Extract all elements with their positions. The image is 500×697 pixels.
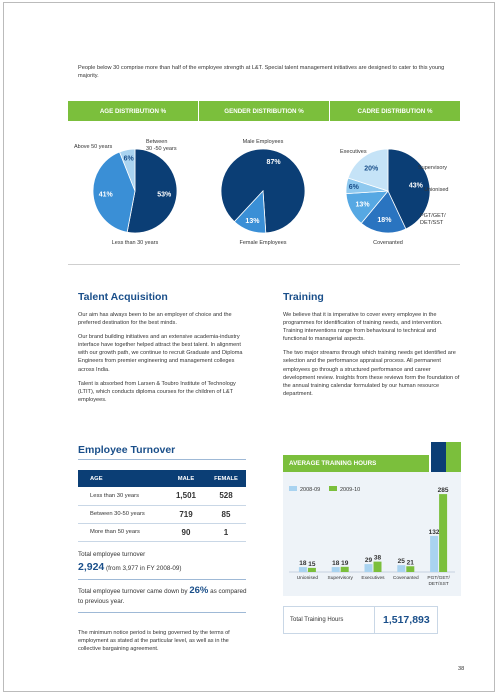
male-cell: 719 [166,505,206,523]
pie-category-label: Above 50 years [74,144,113,150]
bar-value-label: 29 [364,557,373,565]
table-row [78,523,246,541]
pie-category-label: Between [146,139,168,145]
age-distribution-title: AGE DISTRIBUTION % [68,101,198,121]
pie-category-label: Female Employees [239,240,287,246]
col-male: MALE [166,470,206,487]
total-training-hours-label: Total Training Hours [290,617,344,623]
legend-label-2008: 2008-09 [300,487,321,493]
pie-category-label: Male Employees [242,139,284,145]
distribution-header-band [68,101,460,121]
pie-value-label: 13% [355,201,370,209]
bar [365,564,373,572]
total-turnover-line [78,561,182,573]
turnover-divider-1 [78,579,246,580]
page-number: 38 [458,666,465,672]
distribution-pie-charts [68,121,460,251]
bar [299,567,307,572]
pie-value-label: 6% [348,184,359,192]
talent-acquisition-heading: Talent Acquisition [78,291,168,303]
bar-value-label: 285 [437,487,449,495]
age-cell: Between 30-50 years [78,505,166,523]
x-tick-label: DET/SST [428,582,449,587]
table-row [78,487,246,505]
bar [341,567,349,572]
female-cell: 1 [206,523,246,541]
bar [397,565,405,572]
reduction-value: 26% [189,585,209,596]
age-pie-chart [74,139,177,246]
bar-value-label: 19 [341,559,349,567]
legend-label-2009: 2009-10 [340,487,361,493]
age-cell: Less than 30 years [78,487,166,505]
training-text [283,311,461,404]
bar [374,562,382,572]
bar-value-label: 38 [373,554,382,562]
training-hours-title: AVERAGE TRAINING HOURS [283,455,429,472]
bar-value-label: 25 [397,558,405,566]
pie-category-label: Less than 30 years [111,240,159,246]
pie-value-label: 18% [377,216,392,224]
total-turnover-label: Total employee turnover [78,551,146,558]
pie-category-label: DET/SST [420,220,444,226]
cadre-distribution-title: CADRE DISTRIBUTION % [329,101,460,121]
age-cell: More than 50 years [78,523,166,541]
female-cell: 85 [206,505,246,523]
pie-value-label: 13% [245,218,260,226]
reduction-suffix: as compared to previous year. [78,588,247,605]
gender-pie-chart [221,139,305,246]
bar-value-label: 132 [428,528,440,536]
notice-period-text: The minimum notice period is being governed by the terms of employment as stated at the particular level, as well as in the collective bargaining agreement. [78,630,230,653]
bar [430,536,438,572]
pie-category-label: Covenanted [373,240,403,246]
training-heading: Training [283,291,324,303]
bar-value-label: 21 [406,559,414,567]
bar [332,567,340,572]
training-hours-bar-chart [283,472,461,596]
turnover-table [78,470,246,542]
total-training-hours-value: 1,517,893 [374,607,430,633]
training-paragraph-2: The two major streams through which training needs get identified are selection and the performance appraisal process. All permanent employees go through a structured performance and career development review. Insights from these reviews form the foundation of the annual training calendar formulated by our human resource department. [283,350,460,397]
col-age: AGE [78,470,166,487]
employee-turnover-heading: Employee Turnover [78,444,176,456]
x-tick-label: Unionised [296,576,319,581]
bar [406,566,414,572]
reduction-lead: Total employee turnover came down by [78,588,188,595]
total-turnover-note: (from 3,977 in FY 2008-09) [106,565,182,572]
talent-paragraph-1: Our aim has always been to be an employer of choice and the preferred destination for the best minds. [78,312,232,327]
bar-value-label: 15 [308,560,316,568]
pie-category-label: 30 -50 years [146,146,177,152]
talent-acquisition-text [78,311,248,410]
bar-value-label: 18 [332,560,340,568]
bar [308,568,316,572]
x-tick-label: PGT/GET/ [427,576,450,581]
pie-category-label: PGT/GET/ [420,213,446,219]
total-turnover-value: 2,924 [78,561,105,573]
pie-category-label: Executives [340,149,367,155]
bar [439,494,447,572]
turnover-table-header [78,470,246,487]
male-cell: 90 [166,523,206,541]
pie-value-label: 53% [157,191,172,199]
x-tick-label: Supervisory [327,576,353,581]
pie-value-label: 43% [408,182,423,190]
turnover-divider-2 [78,612,246,613]
training-paragraph-1: We believe that it is imperative to cover every employee in the programmes for identification of training needs, and intervention. Training interventions range from behavioural to technical and functional to managerial aspects. [283,312,443,343]
accent-block-dark [431,442,446,472]
pie-category-label: Supervisory [418,165,448,171]
turnover-heading-underline [78,459,246,460]
bar-value-label: 18 [299,560,307,568]
section-divider [68,264,460,265]
x-tick-label: Executives [361,576,385,581]
col-female: FEMALE [206,470,246,487]
female-cell: 528 [206,487,246,505]
legend-swatch-2008 [289,486,297,491]
pie-value-label: 41% [98,191,113,199]
total-training-hours-box [283,606,438,634]
pie-value-label: 20% [364,165,379,173]
accent-block-green [446,442,461,472]
male-cell: 1,501 [166,487,206,505]
talent-paragraph-3: Talent is absorbed from Larsen & Toubro Institute of Technology (LTIT), which conducts diploma courses for the children of L&T employees. [78,380,236,403]
cadre-pie-chart [340,149,448,246]
pie-value-label: 6% [123,155,134,163]
pie-category-label: Unionised [424,187,449,193]
table-row [78,505,246,523]
legend-swatch-2009 [329,486,337,491]
turnover-reduction-text [78,586,253,607]
talent-paragraph-2: Our brand building initiatives and an extensive academia-industry interface have together helped attract the best talent. In alignment with our growth path, we continue to recruit Graduate and Diploma Engineers from premier engineering and management colleges across India. [78,334,243,373]
gender-distribution-title: GENDER DISTRIBUTION % [198,101,329,121]
intro-text: People below 30 comprise more than half of the employee strength at L&T. Special talent management initiatives are designed to cater to this young majority. [78,65,445,80]
x-tick-label: Covenanted [392,576,419,581]
pie-value-label: 87% [266,158,281,166]
